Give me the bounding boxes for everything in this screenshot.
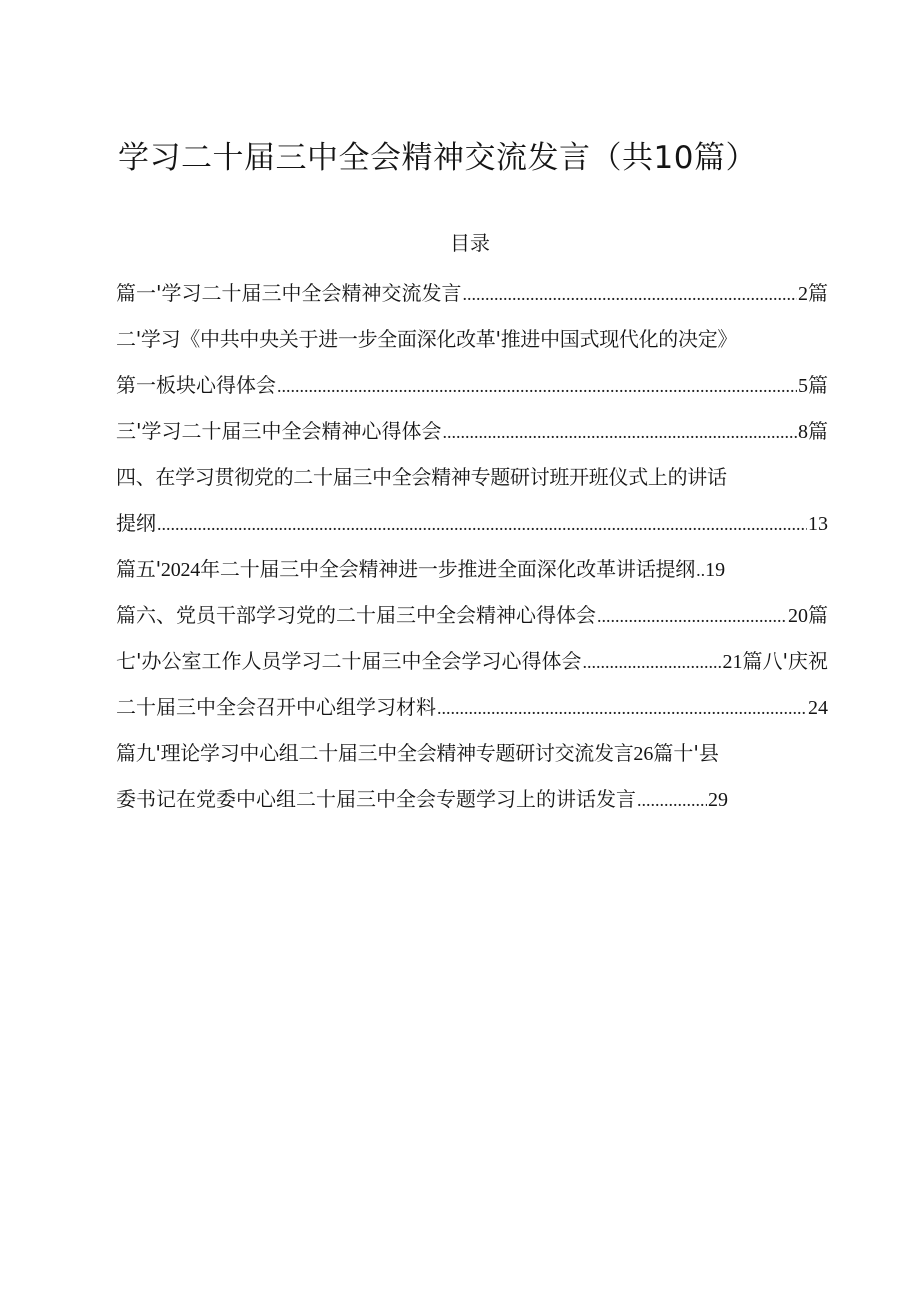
toc-leader-dots <box>583 639 722 684</box>
toc-entry-text: 委书记在党委中心组二十届三中全会专题学习上的讲话发言 <box>116 787 636 811</box>
toc-entry-suffix: 篇 <box>808 281 828 305</box>
toc-entry[interactable] <box>116 408 828 454</box>
toc-entry-year: 2024 <box>160 559 201 581</box>
toc-entry-text: 二'学习《中共中央关于进一步全面深化改革'推进中国式现代化的决定》 <box>116 327 738 351</box>
toc-entry-text: 篇一'学习二十届三中全会精神交流发言 <box>116 281 462 305</box>
toc-entry-text-prefix: 篇五' <box>116 557 161 581</box>
toc-entry-suffix: 篇 <box>808 419 828 443</box>
toc-leader-dots <box>443 409 798 454</box>
toc-entry[interactable] <box>116 684 828 730</box>
toc-entry[interactable] <box>116 638 828 684</box>
toc-entry[interactable] <box>116 270 828 316</box>
toc-entry[interactable] <box>116 730 828 776</box>
toc-entry-text: 提纲 <box>116 511 156 535</box>
toc-heading: 目录 <box>450 231 490 255</box>
toc-entry-suffix: 篇 <box>808 603 828 627</box>
toc-leader-dots <box>637 777 707 822</box>
toc-entry-text: 三'学习二十届三中全会精神心得体会 <box>116 419 442 443</box>
toc-leader-dots <box>463 271 798 316</box>
toc-entry-page: 20 <box>788 605 808 627</box>
toc-entry-page: 5 <box>798 375 808 397</box>
toc-entry-text <box>116 546 695 592</box>
toc-entry-suffix: 篇八'庆祝 <box>742 649 828 673</box>
toc-entry[interactable] <box>116 776 828 822</box>
toc-entry-text: 第一板块心得体会 <box>116 373 276 397</box>
toc-leader-dots <box>437 685 807 730</box>
toc-entry-text-rest: 年二十届三中全会精神进一步推进全面深化改革讲话提纲 <box>200 557 696 581</box>
toc-entry[interactable] <box>116 362 828 408</box>
table-of-contents <box>116 270 828 822</box>
toc-entry-text: 四、在学习贯彻党的二十届三中全会精神专题研讨班开班仪式上的讲话 <box>116 465 727 489</box>
toc-entry-page: 13 <box>808 513 828 535</box>
toc-entry-suffix: 篇 <box>808 373 828 397</box>
toc-leader-dots <box>597 593 787 638</box>
toc-entry-text: 二十届三中全会召开中心组学习材料 <box>116 695 436 719</box>
toc-entry-page: 21 <box>722 651 743 673</box>
toc-leader-dots <box>157 501 807 546</box>
toc-leader-dots <box>277 363 797 408</box>
toc-entry[interactable] <box>116 316 828 362</box>
toc-entry[interactable] <box>116 500 828 546</box>
toc-entry[interactable] <box>116 592 828 638</box>
toc-entry-page: 26 <box>633 743 654 765</box>
toc-entry[interactable] <box>116 454 828 500</box>
toc-leader-dots <box>696 547 704 592</box>
document-title: 学习二十届三中全会精神交流发言（共10篇） <box>118 140 757 176</box>
toc-entry-text: 篇六、党员干部学习党的二十届三中全会精神心得体会 <box>116 603 596 627</box>
toc-entry-page: 19 <box>705 559 726 581</box>
toc-entry-text: 篇九'理论学习中心组二十届三中全会精神专题研讨交流发言 <box>116 741 634 765</box>
toc-entry-page: 24 <box>808 697 828 719</box>
toc-entry-text: 七'办公室工作人员学习二十届三中全会学习心得体会 <box>116 649 582 673</box>
toc-entry-page: 2 <box>798 283 808 305</box>
toc-entry-page: 29 <box>708 789 728 811</box>
toc-entry[interactable] <box>116 546 828 592</box>
toc-entry-page: 8 <box>798 421 808 443</box>
toc-entry-suffix: 篇十'县 <box>653 741 719 765</box>
